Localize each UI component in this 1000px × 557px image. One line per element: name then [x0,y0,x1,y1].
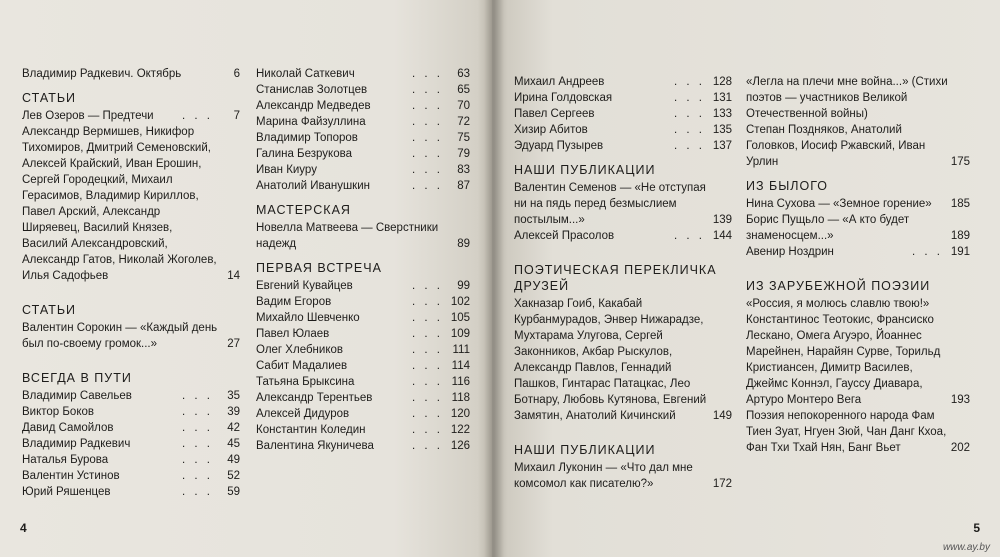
entry-title: Авенир Ноздрин [746,246,834,258]
entry-page: 111 [452,344,470,356]
section-heading: ИЗ ЗАРУБЕЖНОЙ ПОЭЗИИ [746,279,931,293]
toc-column-2 [256,66,470,454]
entry-title: Степан Поздняков, Анатолий Головков, Иосиф Ржавский, Иван Урлин [746,124,926,168]
section-heading: ПОЭТИЧЕСКАЯ ПЕРЕКЛИЧКА ДРУЗЕЙ [514,263,717,293]
entry-page: 189 [950,230,970,242]
dot-leader [412,342,446,358]
toc-entry [22,108,240,124]
entry-page: 49 [227,454,240,466]
entry-title: Евгений Кувайцев [256,280,353,292]
entry-page: 99 [457,280,470,292]
page-number: 5 [973,521,980,535]
entry-page: 116 [451,376,470,388]
toc-entry [256,82,470,98]
toc-entry [746,408,970,456]
toc-entry [22,452,240,468]
dot-leader [412,114,446,130]
entry-page: 59 [227,486,240,498]
watermark: www.ay.by [942,542,990,553]
toc-entry [256,146,470,162]
entry-title: Александр Терентьев [256,392,373,404]
entry-page: 102 [450,296,470,308]
entry-page: 191 [950,246,970,258]
dot-leader [412,374,446,390]
toc-entry [514,180,732,228]
entry-page: 75 [457,132,470,144]
entry-page: 6 [233,68,240,80]
toc-entry [514,138,732,154]
entry-page: 35 [227,390,240,402]
dot-leader [412,162,446,178]
entry-title: Владимир Топоров [256,132,358,144]
toc-entry [22,388,240,404]
toc-entry [256,390,470,406]
entry-title: Хакназар Гоиб, Какабай Курбанмурадов, Энвер Нижарадзе, Мухтарама Улугова, Сергей Законников, Акбар Рыскулов, Александр Павлов, Геннадий Пашков, Гинтарас Патацкас, Лео Ботнару, Любовь Кутянова, Евгений Замятин, Анатолий Кичинский [514,298,707,422]
entry-title: Станислав Золотцев [256,84,368,96]
entry-page: 193 [950,394,970,406]
entry-title: Олег Хлебников [256,344,343,356]
entry-page: 137 [712,140,732,152]
toc-entry [256,422,470,438]
dot-leader [674,106,708,122]
entry-page: 42 [227,422,240,434]
dot-leader [182,468,216,484]
section-heading: МАСТЕРСКАЯ [256,203,351,217]
entry-title: Анатолий Иванушкин [256,180,370,192]
entry-page: 139 [712,214,732,226]
entry-page: 27 [227,338,240,350]
entry-title: Лев Озеров — Предтечи [22,110,154,122]
entry-title: Валентин Устинов [22,470,120,482]
toc-entry [22,468,240,484]
entry-page: 118 [451,392,470,404]
dot-leader [412,278,446,294]
section-heading: НАШИ ПУБЛИКАЦИИ [514,443,656,457]
entry-page: 133 [712,108,732,120]
dot-leader [412,326,446,342]
dot-leader [412,178,446,194]
toc-entry [256,278,470,294]
entry-page: 172 [712,478,732,490]
dot-leader [674,122,708,138]
toc-entry [746,122,970,170]
entry-title: Виктор Боков [22,406,94,418]
toc-entry [256,294,470,310]
toc-entry [514,74,732,90]
toc-entry [22,404,240,420]
toc-column-4 [746,74,970,456]
toc-entry [22,420,240,436]
entry-title: Валентина Якуничева [256,440,374,452]
section-heading: СТАТЬИ [22,303,77,317]
dot-leader [412,82,446,98]
entry-page: 105 [450,312,470,324]
entry-title: Владимир Радкевич. Октябрь [22,68,182,80]
section-heading: СТАТЬИ [22,91,77,105]
entry-page: 87 [457,180,470,192]
entry-page: 65 [457,84,470,96]
entry-title: Михайло Шевченко [256,312,360,324]
entry-title: Марина Файзуллина [256,116,366,128]
toc-entry [256,178,470,194]
toc-entry [22,124,240,284]
entry-title: Павел Юлаев [256,328,330,340]
entry-title: Юрий Ряшенцев [22,486,111,498]
entry-title: Константин Коледин [256,424,366,436]
entry-page: 7 [233,110,240,122]
entry-page: 122 [450,424,470,436]
toc-entry [746,244,970,260]
dot-leader [412,438,446,454]
dot-leader [412,98,446,114]
toc-entry [256,310,470,326]
toc-entry [256,374,470,390]
section-heading: ИЗ БЫЛОГО [746,179,828,193]
toc-entry [514,90,732,106]
dot-leader [182,452,216,468]
toc-entry [256,220,470,252]
toc-column-1 [22,66,240,500]
entry-page: 72 [457,116,470,128]
toc-column-3 [514,74,732,492]
dot-leader [182,388,216,404]
entry-title: Александр Вермишев, Никифор Тихомиров, Дмитрий Семеновский, Алексей Крайский, Иван Ерошин, Сергей Городецкий, Михаил Герасимов, Владимир Кириллов, Павел Арский, Александр Ширяевец, Василий Князев, Василий Александровский, Александр Гатов, Николай Жоголев, Илья Садофьев [22,126,217,282]
section-heading: ВСЕГДА В ПУТИ [22,371,132,385]
toc-entry [514,122,732,138]
entry-title: Сабит Мадалиев [256,360,348,372]
toc-entry [256,438,470,454]
entry-page: 39 [227,406,240,418]
toc-entry [22,66,240,82]
dot-leader [412,146,446,162]
entry-page: 202 [950,442,970,454]
toc-entry [746,296,970,408]
dot-leader [182,436,216,452]
dot-leader [182,108,216,124]
dot-leader [412,390,446,406]
toc-entry [514,228,732,244]
dot-leader [412,130,446,146]
entry-page: 185 [950,198,970,210]
toc-entry [256,98,470,114]
toc-entry [746,74,970,122]
entry-page: 14 [227,270,240,282]
entry-page: 52 [227,470,240,482]
toc-entry [22,436,240,452]
dot-leader [182,420,216,436]
entry-title: Владимир Радкевич [22,438,131,450]
toc-entry [256,162,470,178]
book-gutter [484,0,504,557]
dot-leader [412,66,446,82]
dot-leader [674,74,708,90]
dot-leader [412,294,446,310]
toc-entry [256,326,470,342]
toc-entry [256,66,470,82]
entry-title: Хизир Абитов [514,124,588,136]
section-heading: НАШИ ПУБЛИКАЦИИ [514,163,656,177]
entry-title: «Легла на плечи мне война...» (Стихи поэтов — участников Великой Отечественной войны) [746,76,948,120]
entry-page: 70 [457,100,470,112]
entry-title: Михаил Андреев [514,76,605,88]
dot-leader [182,484,216,500]
entry-title: Владимир Савельев [22,390,132,402]
entry-title: Нина Сухова — «Земное горение» [746,198,932,210]
entry-title: Эдуард Пузырев [514,140,604,152]
entry-title: Павел Сергеев [514,108,595,120]
entry-page: 135 [712,124,732,136]
entry-title: Александр Медведев [256,100,371,112]
entry-title: Алексей Дидуров [256,408,350,420]
entry-page: 63 [457,68,470,80]
dot-leader [412,406,446,422]
right-page [492,0,1000,557]
entry-page: 114 [451,360,470,372]
entry-title: Татьяна Брыксина [256,376,355,388]
dot-leader [912,244,946,260]
toc-entry [514,106,732,122]
dot-leader [674,228,708,244]
entry-page: 128 [712,76,732,88]
entry-title: Борис Пущьло — «А кто будет знаменосцем...» [746,214,910,242]
entry-page: 144 [712,230,732,242]
entry-title: Новелла Матвеева — Сверстники надежд [256,222,439,250]
entry-title: Ирина Голдовская [514,92,613,104]
toc-entry [256,406,470,422]
toc-entry [256,358,470,374]
entry-title: Вадим Егоров [256,296,332,308]
toc-entry [22,320,240,352]
entry-page: 45 [227,438,240,450]
entry-title: Поэзия непокоренного народа Фам Тиен Зуат, Нгуен Зюй, Чан Данг Кхоа, Фан Тхи Тхай Нян, Банг Вьет [746,410,947,454]
entry-title: Алексей Прасолов [514,230,615,242]
section-heading: ПЕРВАЯ ВСТРЕЧА [256,261,382,275]
dot-leader [412,358,446,374]
toc-entry [514,296,732,424]
entry-page: 131 [712,92,732,104]
entry-page: 79 [457,148,470,160]
entry-title: Галина Безрукова [256,148,352,160]
left-page [0,0,492,557]
dot-leader [674,90,708,106]
dot-leader [412,422,446,438]
entry-title: Николай Саткевич [256,68,355,80]
dot-leader [674,138,708,154]
toc-entry [514,460,732,492]
toc-entry [746,212,970,244]
entry-page: 149 [712,410,732,422]
dot-leader [412,310,446,326]
page-number: 4 [20,521,27,535]
entry-page: 83 [457,164,470,176]
toc-entry [256,130,470,146]
entry-title: Валентин Сорокин — «Каждый день был по-своему громок...» [22,322,218,350]
toc-entry [256,342,470,358]
entry-page: 175 [950,156,970,168]
entry-page: 120 [450,408,470,420]
entry-page: 89 [457,238,470,250]
dot-leader [182,404,216,420]
entry-title: Давид Самойлов [22,422,114,434]
toc-entry [746,196,970,212]
toc-entry [22,484,240,500]
entry-title: Валентин Семенов — «Не отступая ни на пядь перед безмыслием постылым...» [514,182,706,226]
entry-title: Иван Киуру [256,164,317,176]
entry-page: 126 [450,440,470,452]
entry-page: 109 [450,328,470,340]
entry-title: Наталья Бурова [22,454,109,466]
toc-entry [256,114,470,130]
entry-title: Михаил Луконин — «Что дал мне комсомол как писателю?» [514,462,693,490]
entry-title: «Россия, я молюсь славлю твою!» Константинос Теотокис, Франсиско Лескано, Омега Агуэро, Йоаннес Марейнен, Нарайян Сурве, Торильд Кристиансен, Димитр Василев, Джеймс Коннэл, Гауссу Диавара, Артуро Монтеро Вега [746,298,941,406]
